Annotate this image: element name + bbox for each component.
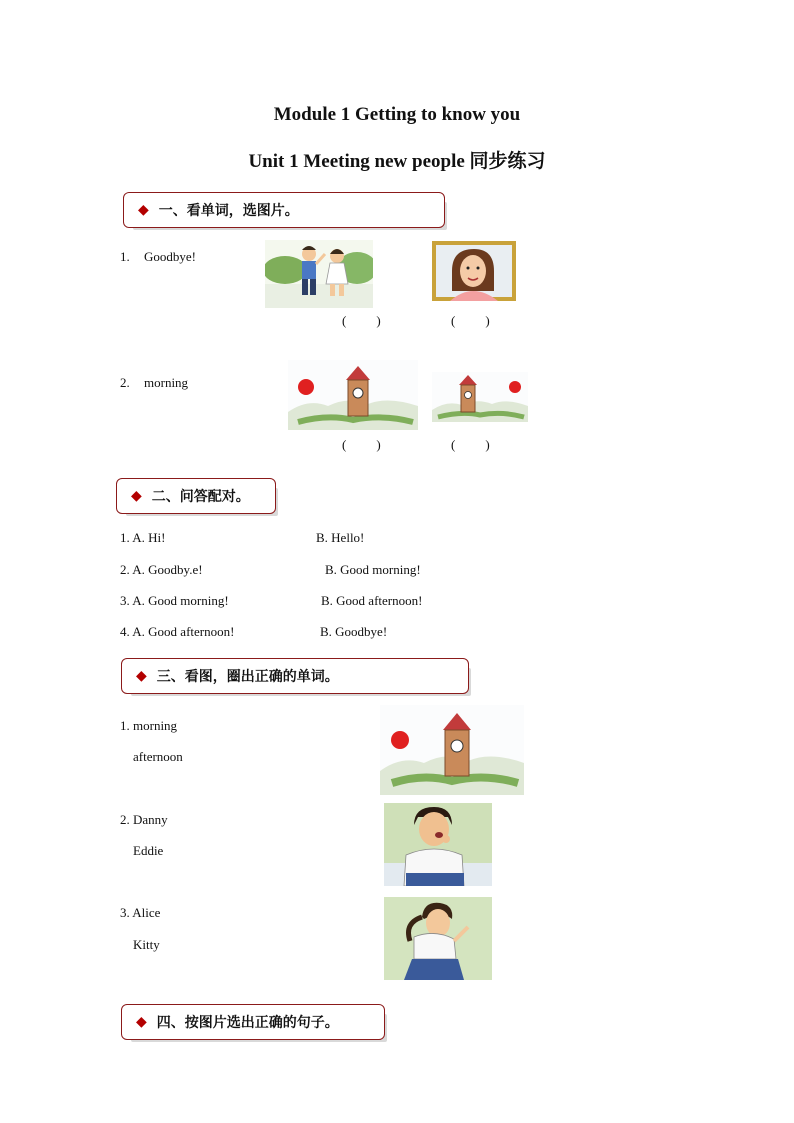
section-header-2 [116, 478, 276, 514]
answer-option-b: B. Good morning! [325, 562, 421, 577]
question-option-a: 2. A. Goodby.e! [120, 562, 203, 577]
answer-blank-2b[interactable] [451, 437, 490, 453]
paren-open: ( [342, 437, 347, 452]
diamond-icon: ◆ [131, 488, 142, 504]
item-number: 2. [120, 375, 130, 390]
word-option-2[interactable]: Eddie [133, 843, 164, 858]
woman-greeting-picture [432, 241, 516, 301]
diamond-icon: ◆ [136, 668, 147, 684]
word-option-1[interactable]: 1. morning [120, 718, 178, 733]
question-option-a: 1. A. Hi! [120, 530, 166, 545]
question-option-a: 4. A. Good afternoon! [120, 624, 235, 639]
paren-close: ) [376, 437, 381, 452]
paren-close: ) [485, 437, 490, 452]
clock-tower-morning-picture [288, 360, 418, 430]
boy-picture [384, 803, 492, 886]
diamond-icon: ◆ [136, 1014, 147, 1030]
word-option-1[interactable]: 3. Alice [120, 905, 161, 920]
answer-option-b: B. Hello! [316, 530, 365, 545]
paren-close: ) [485, 313, 490, 328]
clock-tower-afternoon-picture [432, 372, 528, 422]
item-number: 1. [120, 249, 130, 264]
page-title: Module 1 Getting to know you [273, 104, 521, 125]
section-header-1 [123, 192, 445, 228]
answer-blank-1a[interactable] [342, 313, 381, 329]
word-option-2[interactable]: afternoon [133, 749, 183, 764]
girl-picture [384, 897, 492, 980]
item-word: Goodbye! [144, 249, 196, 264]
diamond-icon: ◆ [138, 202, 149, 218]
question-option-a: 3. A. Good morning! [120, 593, 229, 608]
section-label: 一、看单词，选图片。 [158, 203, 299, 219]
answer-option-b: B. Good afternoon! [321, 593, 423, 608]
paren-open: ( [342, 313, 347, 328]
item-word: morning [144, 375, 189, 390]
section-label: 三、看图，圈出正确的单词。 [156, 669, 339, 685]
children-waving-picture [265, 240, 373, 308]
section-label: 二、问答配对。 [151, 489, 250, 505]
page-subtitle: Unit 1 Meeting new people 同步练习 [248, 151, 546, 172]
word-option-2[interactable]: Kitty [133, 937, 160, 952]
answer-blank-1b[interactable] [451, 313, 490, 329]
clock-tower-morning-picture [380, 705, 524, 795]
answer-option-b: B. Goodbye! [320, 624, 388, 639]
section-label: 四、按图片选出正确的句子。 [156, 1015, 339, 1031]
word-option-1[interactable]: 2. Danny [120, 812, 168, 827]
paren-open: ( [451, 437, 456, 452]
section-header-4 [121, 1004, 385, 1040]
paren-open: ( [451, 313, 456, 328]
paren-close: ) [376, 313, 381, 328]
section-header-3 [121, 658, 469, 694]
answer-blank-2a[interactable] [342, 437, 381, 453]
